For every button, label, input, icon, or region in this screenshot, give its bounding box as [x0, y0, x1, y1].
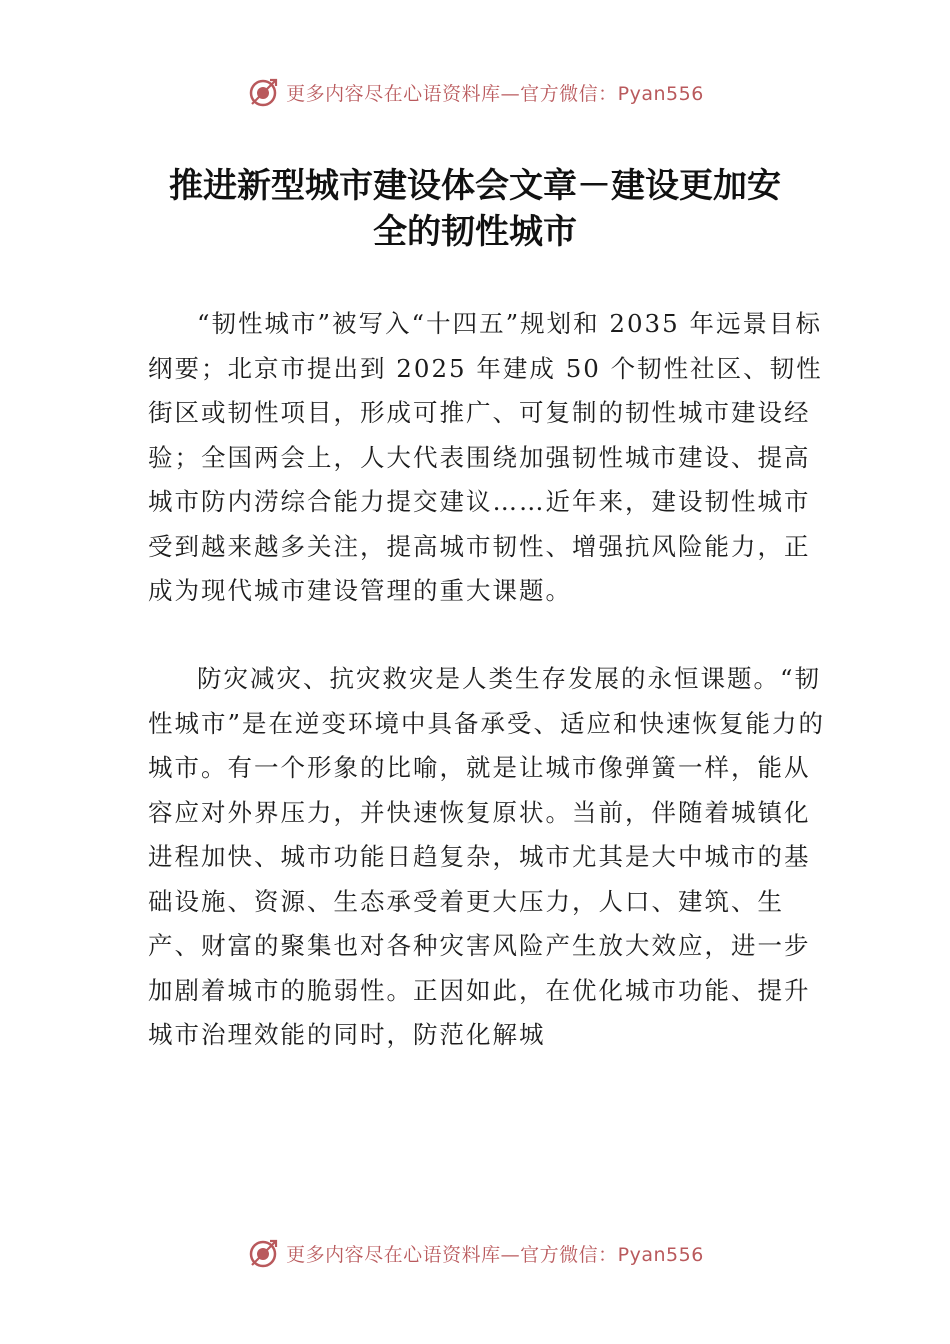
header-watermark: [0, 72, 950, 112]
article-title: [140, 163, 810, 255]
title-line-1: 推进新型城市建设体会文章－建设更加安: [169, 166, 781, 206]
footer-watermark: [0, 1233, 950, 1273]
watermark-text: 更多内容尽在心语资料库—官方微信：Pyan556: [286, 82, 704, 105]
paragraph-2: 防灾减灾、抗灾救灾是人类生存发展的永恒课题。“韧性城市”是在逆变环境中具备承受、适应和快速恢复能力的城市。有一个形象的比喻，就是让城市像弹簧一样，能从容应对外界压力，并快速恢复原状。当前，伴随着城镇化进程加快、城市功能日趋复杂，城市尤其是大中城市的基础设施、资源、生态承受着更大压力，人口、建筑、生产、财富的聚集也对各种灾害风险产生放大效应，进一步加剧着城市的脆弱性。正因如此，在优化城市功能、提升城市治理效能的同时，防范化解城: [148, 664, 826, 1049]
paragraph-1: “韧性城市”被写入“十四五”规划和 2035 年远景目标纲要；北京市提出到 2025 年建成 50 个韧性社区、韧性街区或韧性项目，形成可推广、可复制的韧性城市建设经验；全国两会上，人大代表围绕加强韧性城市建设、提高城市防内涝综合能力提交建议……近年来，建设韧性城市受到越来越多关注，提高城市韧性、增强抗风险能力，正成为现代城市建设管理的重大课题。: [148, 309, 823, 605]
brand-logo-icon: [246, 74, 282, 110]
title-line-2: 全的韧性城市: [373, 212, 577, 252]
brand-logo-icon: [246, 1235, 282, 1271]
watermark-text: 更多内容尽在心语资料库—官方微信：Pyan556: [286, 1243, 704, 1266]
wechat-id: Pyan556: [617, 82, 704, 105]
wechat-id: Pyan556: [617, 1243, 704, 1266]
